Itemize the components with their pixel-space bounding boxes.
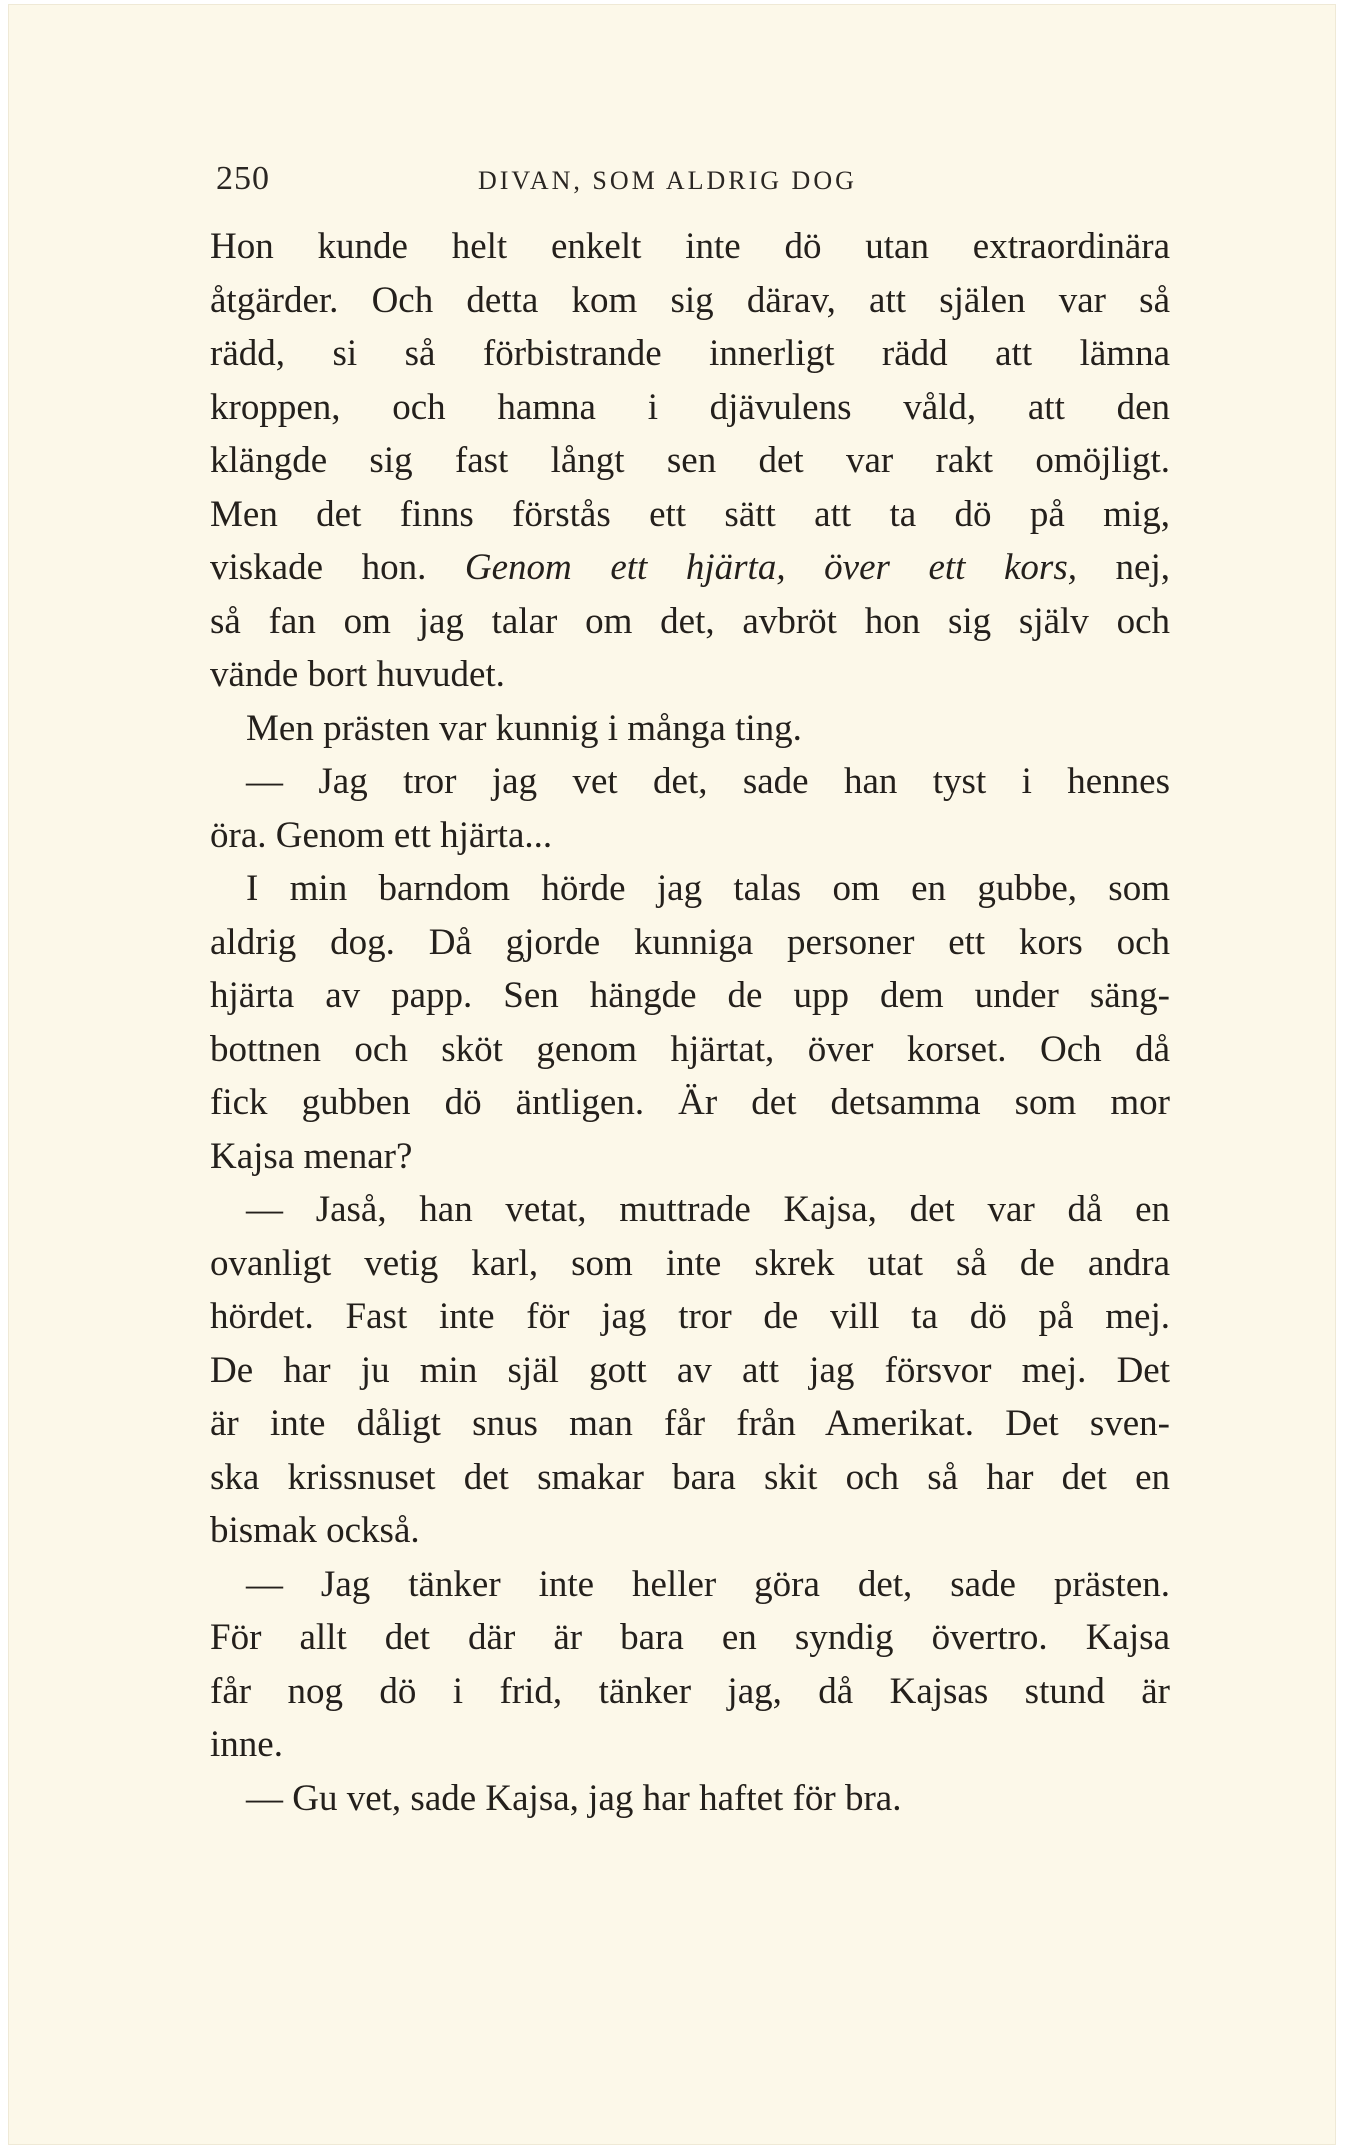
book-page <box>8 4 1336 2145</box>
text-line: bottnen och sköt genom hjärtat, över korset. Och då <box>210 1028 1170 1070</box>
text-line: Hon kunde helt enkelt inte dö utan extraordinära <box>210 226 1170 267</box>
text-line: aldrig dog. Då gjorde kunniga personer ett kors och <box>210 921 1170 963</box>
running-title: DIVAN, SOM ALDRIG DOG <box>478 166 857 195</box>
text-segment: viskade hon. <box>210 547 465 588</box>
text-line: För allt det där är bara en syndig övertro. Kajsa <box>210 1617 1170 1658</box>
text-line: bismak också. <box>210 1510 420 1551</box>
text-line: rädd, si så förbistrande innerligt rädd att lämna <box>210 333 1170 374</box>
text-line: fick gubben dö äntligen. Är det detsamma som mor <box>210 1082 1170 1123</box>
text-line: — Jaså, han vetat, muttrade Kajsa, det var då en <box>246 1189 1170 1230</box>
text-line: så fan om jag talar om det, avbröt hon sig själv och <box>210 600 1170 642</box>
text-line: är inte dåligt snus man får från Amerikat. Det sven- <box>210 1403 1170 1444</box>
text-line: hjärta av papp. Sen hängde de upp dem under säng- <box>210 975 1170 1016</box>
text-line: — Gu vet, sade Kajsa, jag har haftet för bra. <box>246 1777 902 1819</box>
page-header <box>216 160 1176 210</box>
text-segment: nej, <box>1076 547 1171 588</box>
body-text <box>210 220 1170 1825</box>
text-line: — Jag tror jag vet det, sade han tyst i hennes <box>246 761 1170 802</box>
text-line: vände bort huvudet. <box>210 654 505 695</box>
text-line: ska krissnuset det smakar bara skit och så har det en <box>210 1456 1170 1498</box>
text-line: åtgärder. Och detta kom sig därav, att själen var så <box>210 279 1170 321</box>
text-line: I min barndom hörde jag talas om en gubbe, som <box>246 868 1170 909</box>
text-line: inne. <box>210 1724 283 1765</box>
text-line: Kajsa menar? <box>210 1135 413 1177</box>
italic-phrase: Genom ett hjärta, över ett kors, <box>464 547 1077 588</box>
text-line <box>210 541 1170 595</box>
text-line: får nog dö i frid, tänker jag, då Kajsas stund är <box>210 1670 1170 1712</box>
text-line: kroppen, och hamna i djävulens våld, att den <box>210 386 1170 428</box>
text-line: — Jag tänker inte heller göra det, sade prästen. <box>246 1563 1170 1605</box>
text-line: De har ju min själ gott av att jag försvor mej. Det <box>210 1349 1170 1391</box>
text-line: klängde sig fast långt sen det var rakt omöjligt. <box>210 440 1170 481</box>
text-line: Men prästen var kunnig i många ting. <box>246 707 802 749</box>
page-number: 250 <box>216 160 270 197</box>
text-line: öra. Genom ett hjärta... <box>210 814 553 856</box>
text-line: Men det finns förstås ett sätt att ta dö på mig, <box>210 493 1170 535</box>
text-line: ovanligt vetig karl, som inte skrek utat så de andra <box>210 1242 1170 1284</box>
text-line: hördet. Fast inte för jag tror de vill ta dö på mej. <box>210 1296 1170 1337</box>
